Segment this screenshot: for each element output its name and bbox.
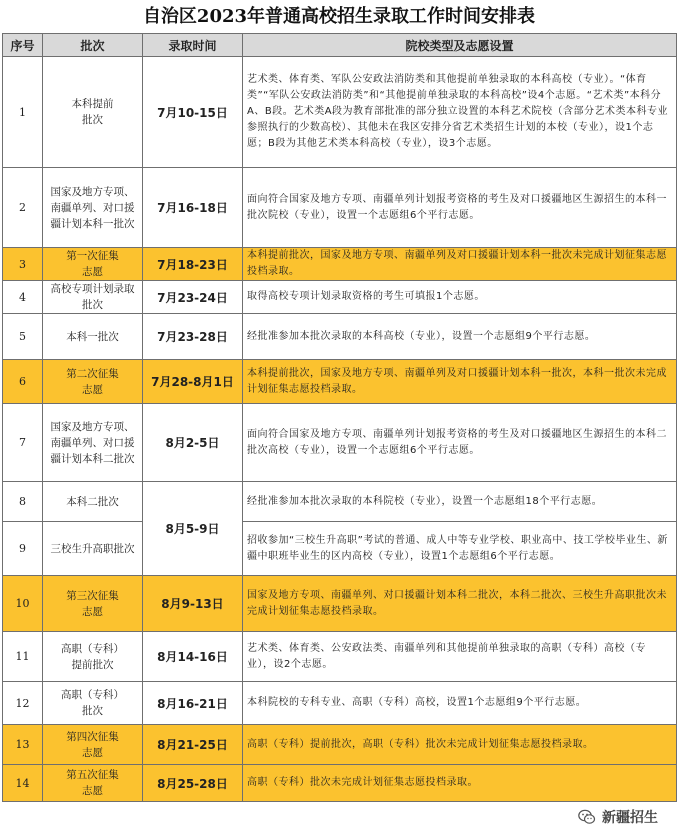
row-desc: 取得高校专项计划录取资格的考生可填报1个志愿。 [243, 281, 677, 314]
row-desc: 面向符合国家及地方专项、南疆单列计划报考资格的考生及对口援疆地区生源招生的本科二批次高校（专业），设置一个志愿组6个平行志愿。 [243, 404, 677, 482]
row-batch: 本科二批次 [43, 482, 143, 522]
row-date: 8月9-13日 [143, 576, 243, 632]
row-desc: 面向符合国家及地方专项、南疆单列计划报考资格的考生及对口援疆地区生源招生的本科一批次院校（专业），设置一个志愿组6个平行志愿。 [243, 168, 677, 248]
row-desc: 艺术类、体育类、公安政法类、南疆单列和其他提前单独录取的高职（专科）高校（专业），设2个志愿。 [243, 632, 677, 682]
row-num: 2 [3, 168, 43, 248]
row-desc: 艺术类、体育类、军队公安政法消防类和其他提前单独录取的本科高校（专业）。“体育类”“军队公安政法消防类”和“其他提前单独录取的本科高校”设4个志愿。“艺术类”本科分A、B段。艺术类A段为教育部批准的部分独立设置的本科艺术院校（含部分艺术类本科专业参照执行的少数高校）、其他未在我区安排分省艺术类招生计划的本校（专业），设1个志愿；B段为其他艺术类本科高校（专业），设3个志愿。 [243, 57, 677, 168]
row-num: 4 [3, 281, 43, 314]
page-title: 自治区2023年普通高校招生录取工作时间安排表 [142, 6, 536, 27]
row-date: 8月14-16日 [143, 632, 243, 682]
row-batch: 高职（专科） 批次 [43, 682, 143, 725]
row-batch: 高职（专科） 提前批次 [43, 632, 143, 682]
row-batch: 第五次征集 志愿 [43, 765, 143, 802]
header-num: 序号 [3, 34, 43, 57]
table-row [3, 632, 677, 682]
row-desc: 本科院校的专科专业、高职（专科）高校，设置1个志愿组9个平行志愿。 [243, 682, 677, 725]
footer-watermark [578, 805, 658, 829]
table-row [3, 168, 677, 248]
row-num: 10 [3, 576, 43, 632]
table-row [3, 281, 677, 314]
row-date: 8月25-28日 [143, 765, 243, 802]
row-date: 7月18-23日 [143, 248, 243, 281]
table-row [3, 404, 677, 482]
row-desc: 国家及地方专项、南疆单列、对口援疆计划本科二批次，本科二批次、三校生升高职批次未完成计划征集志愿投档录取。 [243, 576, 677, 632]
row-batch: 本科提前 批次 [43, 57, 143, 168]
row-desc: 高职（专科）提前批次，高职（专科）批次未完成计划征集志愿投档录取。 [243, 725, 677, 765]
row-num: 7 [3, 404, 43, 482]
row-date: 8月21-25日 [143, 725, 243, 765]
row-date: 8月5-9日 [143, 482, 243, 576]
row-num: 13 [3, 725, 43, 765]
row-date: 7月23-28日 [143, 314, 243, 360]
row-date: 8月16-21日 [143, 682, 243, 725]
row-date: 7月10-15日 [143, 57, 243, 168]
row-desc: 本科提前批次，国家及地方专项、南疆单列及对口援疆计划本科一批次，本科一批次未完成计划征集志愿投档录取。 [243, 360, 677, 404]
row-desc: 经批准参加本批次录取的本科高校（专业），设置一个志愿组9个平行志愿。 [243, 314, 677, 360]
row-num: 8 [3, 482, 43, 522]
row-num: 5 [3, 314, 43, 360]
row-num: 9 [3, 522, 43, 576]
table-row [3, 360, 677, 404]
footer-text: 新疆招生 [602, 810, 658, 826]
row-num: 6 [3, 360, 43, 404]
row-batch: 高校专项计划录取批次 [43, 281, 143, 314]
table-row [3, 248, 677, 281]
table-row [3, 314, 677, 360]
schedule-table [2, 33, 677, 802]
table-header-row [3, 34, 677, 57]
row-batch: 国家及地方专项、南疆单列、对口援疆计划本科一批次 [43, 168, 143, 248]
table-row [3, 57, 677, 168]
row-desc: 本科提前批次，国家及地方专项、南疆单列及对口援疆计划本科一批次未完成计划征集志愿投档录取。 [243, 248, 677, 281]
table-row [3, 576, 677, 632]
row-date: 7月23-24日 [143, 281, 243, 314]
wechat-icon [578, 809, 596, 825]
row-num: 11 [3, 632, 43, 682]
table-row [3, 765, 677, 802]
row-date: 8月2-5日 [143, 404, 243, 482]
row-num: 12 [3, 682, 43, 725]
header-batch: 批次 [43, 34, 143, 57]
row-batch: 第二次征集 志愿 [43, 360, 143, 404]
row-date: 7月28-8月1日 [143, 360, 243, 404]
row-batch: 第一次征集 志愿 [43, 248, 143, 281]
table-row [3, 725, 677, 765]
table-row [3, 682, 677, 725]
row-batch: 第四次征集 志愿 [43, 725, 143, 765]
header-date: 录取时间 [143, 34, 243, 57]
row-batch: 第三次征集 志愿 [43, 576, 143, 632]
header-desc: 院校类型及志愿设置 [243, 34, 677, 57]
row-batch: 国家及地方专项、南疆单列、对口援疆计划本科二批次 [43, 404, 143, 482]
row-num: 1 [3, 57, 43, 168]
row-batch: 本科一批次 [43, 314, 143, 360]
row-date: 7月16-18日 [143, 168, 243, 248]
row-desc: 经批准参加本批次录取的本科院校（专业），设置一个志愿组18个平行志愿。 [243, 482, 677, 522]
row-num: 3 [3, 248, 43, 281]
row-num: 14 [3, 765, 43, 802]
row-batch: 三校生升高职批次 [43, 522, 143, 576]
table-row [3, 482, 677, 522]
row-desc: 高职（专科）批次未完成计划征集志愿投档录取。 [243, 765, 677, 802]
table-row [3, 522, 677, 576]
row-desc: 招收参加“三校生升高职”考试的普通、成人中等专业学校、职业高中、技工学校毕业生、新疆中职班毕业生的区内高校（专业），设置1个志愿组6个平行志愿。 [243, 522, 677, 576]
